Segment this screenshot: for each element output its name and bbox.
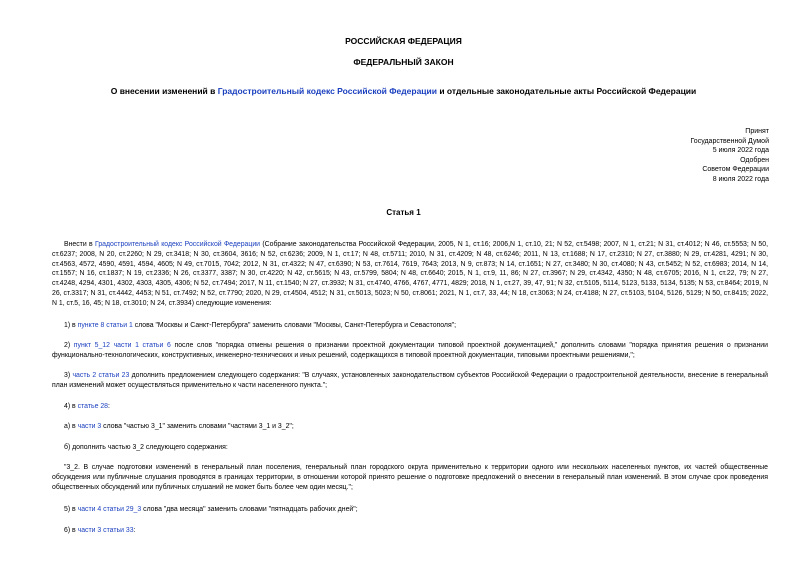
item-4b [52, 443, 768, 453]
intro-text: (Собрание законодательства Российской Федерации, 2005, N 1, ст.16; 2006,N 1, ст.10, 21; N 52, ст.5498; 2007, N 1, ст.21; N 31, ст.4012; N 46, ст.5553; N 50, ст.6237; 2008, N 20, ст.2260; N 29, ст.3418; N 30, ст.3604, 3616; N 52, ст.6236; 2009, N 1, ст.17; N 48, ст.5711; 2010, N 31, ст.4209; N 48, ст.6246; 2011, N 13, ст.1688; N 17, ст.2310; N 27, ст.3880; N 29, ст.4281, 4291; N 30, ст.4563, 4572, 4590, 4591, 4594, 4605; N 49, ст.7015, 7042; 2012, N 31, ст.4322; N 47, ст.6390; N 53, ст.7614, 7619, 7643; 2013, N 9, ст.873; N 14, ст.1651; N 27, ст.3480; N 30, ст.4080; N 43, ст.5452; N 52, ст.6983; 2014, N 14, ст.1557; N 16, ст.1837; N 19, ст.2336; N 26, ст.3377, 3387; N 30, ст.4220; N 42, ст.5615; N 43, ст.5799, 5804; N 48, ст.6640; 2015, N 1, ст.9, 11, 86; N 27, ст.3967; N 29, ст.4342, 4350; N 48, ст.6705; 2016, N 1, ст.22, 79; N 27, ст.4248, 4294, 4301, 4302, 4303, 4305, 4306; N 52, ст.7494; 2017, N 11, ст.1540; N 27, ст.3932; N 31, ст.4740, 4766, 4767, 4771, 4829; 2018, N 1, ст.27, 39, 47, 91; N 32, ст.5105, 5114, 5123, 5133, 5134, 5135; N 53, ст.8464; 2019, N 26, ст.3317; N 31, ст.4442, 4453; N 51, ст.7492; N 52, ст.7790; 2020, N 29, ст.4504, 4512; N 31, ст.5013, 5023; N 50, ст.8061; 2021, N 1, ст.7, 33, 44; N 18, ст.3063; N 24, ст.4188; N 27, ст.5103, 5104, 5126, 5129; N 50, ст.8415; 2022, N 1, ст.5, 16, 45; N 18, ст.3010; N 24, ст.3934) следующие изменения: [52, 241, 768, 307]
item-4b-text: б) дополнить частью 3_2 следующего содержания: [64, 444, 228, 451]
adoption-block [690, 127, 769, 184]
article-title: Статья 1 [386, 208, 421, 217]
item-5-pre: 5) в [64, 506, 78, 513]
law-type-heading: ФЕДЕРАЛЬНЫЙ ЗАКОН [353, 57, 454, 67]
adoption-line: 5 июля 2022 года [712, 147, 769, 154]
item-4a [52, 422, 768, 432]
item-3-pre: 3) [64, 372, 73, 379]
item-1 [52, 321, 768, 331]
item-3-link[interactable]: часть 2 статьи 23 [72, 372, 130, 379]
item-1-text: слова "Москвы и Санкт-Петербурга" заменить словами "Москвы, Санкт-Петербурга и Севастополя"; [132, 322, 457, 329]
item-4b-quote [52, 463, 768, 492]
item-2-link[interactable]: пункт 5_12 части 1 статьи 6 [73, 342, 171, 349]
law-title-suffix: и отдельные законодательные акты Российской Федерации [436, 86, 697, 96]
item-6-pre: 6) в [64, 527, 78, 534]
item-2-text: после слов "порядка отмены решения о признании проектной документации типовой проектной документацией," дополнить словами "порядка принятия решения о признании функционально-технологических, конструктивных, инженерно-технических и иных решений, содержащихся в типовой проектной документации, типовыми проектными решениями,"; [52, 342, 769, 359]
item-6 [52, 526, 768, 536]
intro-pre: Внести в [64, 241, 95, 248]
item-4-text: : [108, 403, 110, 410]
item-5-link[interactable]: части 4 статьи 29_3 [77, 506, 142, 513]
adoption-line: Одобрен [740, 156, 769, 164]
law-title-prefix: О внесении изменений в [110, 86, 218, 96]
law-title [0, 86, 807, 96]
item-5 [52, 505, 768, 515]
item-4-link[interactable]: статье 28 [77, 403, 108, 410]
item-2-pre: 2) [64, 342, 74, 349]
code-link[interactable]: Градостроительный кодекс Российской Федерации [217, 86, 437, 96]
item-4-pre: 4) в [64, 403, 78, 410]
item-1-pre: 1) в [64, 322, 78, 329]
adoption-line: Принят [745, 128, 769, 135]
item-6-text: : [133, 527, 136, 534]
item-2 [52, 341, 768, 361]
item-5-text: слова "два месяца" заменить словами "пятнадцать рабочих дней"; [141, 506, 358, 513]
intro-paragraph [52, 240, 768, 309]
adoption-line: Государственной Думой [690, 137, 769, 145]
item-3 [52, 371, 768, 391]
item-4a-text: слова "частью 3_1" заменить словами "частями 3_1 и 3_2"; [101, 423, 294, 430]
federation-heading: РОССИЙСКАЯ ФЕДЕРАЦИЯ [345, 36, 462, 46]
item-4a-link[interactable]: части 3 [77, 423, 102, 430]
item-4 [52, 402, 768, 412]
item-4b-quote-text: "3_2. В случае подготовки изменений в генеральный план поселения, генеральный план городского округа применительно к территории одного или нескольких населенных пунктов, их частей общественные обсуждения или публичные слушания проводятся в границах территории, в отношении которой принято решение о подготовке предложений о внесении в генеральный план изменений. В этом случае срок проведения общественных обсуждений или публичных слушаний не может быть более чем один месяц."; [52, 464, 768, 491]
code-link[interactable]: Градостроительный кодекс Российской Федерации [95, 241, 261, 248]
item-6-link[interactable]: части 3 статьи 33 [77, 527, 134, 534]
adoption-line: 8 июля 2022 года [712, 175, 769, 183]
adoption-line: Советом Федерации [702, 166, 769, 173]
item-3-text: дополнить предложением следующего содержания: "В случаях, установленных законодательством субъектов Российской Федерации о градостроительной деятельности, внесение в генеральный план изменений может осуществляться применительно к части населенного пункта."; [52, 372, 768, 389]
item-1-link[interactable]: пункте 8 статьи 1 [77, 322, 133, 329]
item-4a-pre: а) в [64, 423, 78, 430]
